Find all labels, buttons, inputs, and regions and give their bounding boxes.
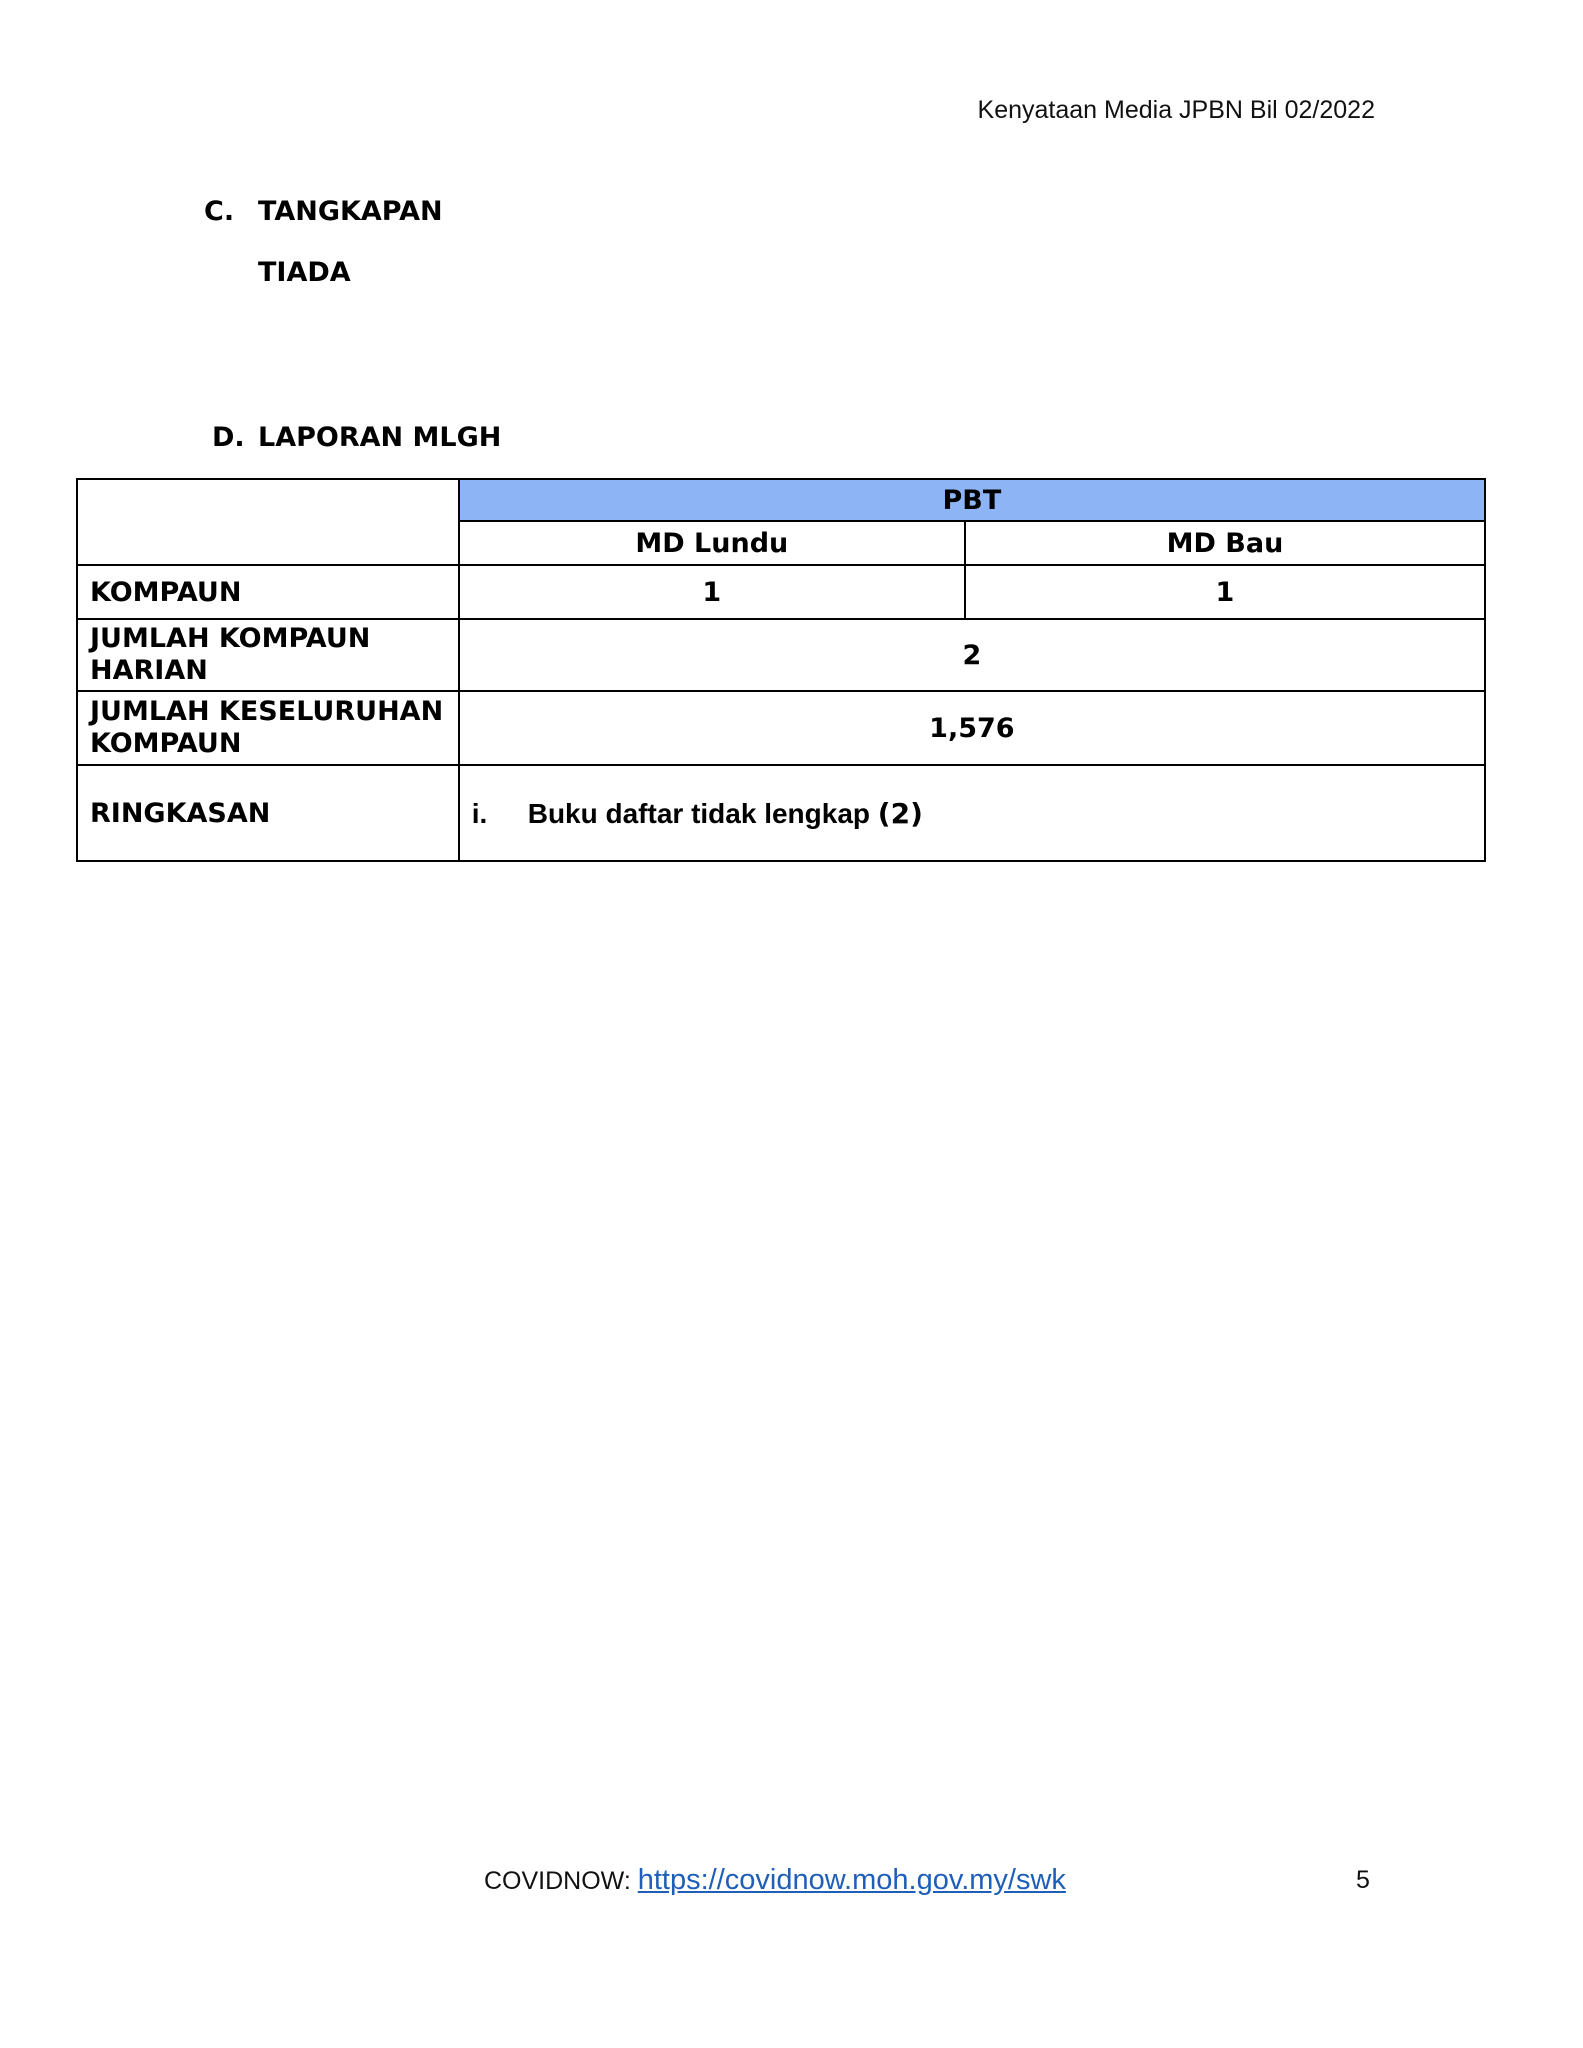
mlgh-report-table	[76, 478, 1486, 862]
section-c-letter: C.	[204, 196, 235, 227]
row-label-jumlah-keseluruhan	[77, 691, 459, 765]
row-label-jumlah-harian-line1: JUMLAH KOMPAUN	[90, 623, 371, 654]
kompaun-md-bau-value: 1	[965, 565, 1485, 619]
ringkasan-item-number: i.	[471, 797, 488, 829]
kompaun-md-lundu-value: 1	[459, 565, 965, 619]
ringkasan-item-count: (2)	[877, 796, 923, 830]
ringkasan-item-text: Buku daftar tidak lengkap	[527, 797, 871, 829]
table-corner-cell	[77, 479, 459, 565]
jumlah-harian-value: 2	[459, 619, 1485, 691]
pbt-group-header: PBT	[459, 479, 1485, 521]
table-row-ringkasan	[77, 765, 1485, 861]
row-label-jumlah-harian	[77, 619, 459, 691]
page-number: 5	[1356, 1866, 1370, 1894]
row-label-ringkasan: RINGKASAN	[77, 765, 459, 861]
row-label-jumlah-keseluruhan-line2: KOMPAUN	[90, 728, 242, 759]
section-d-heading	[212, 422, 501, 453]
row-label-kompaun: KOMPAUN	[77, 565, 459, 619]
row-label-jumlah-keseluruhan-line1: JUMLAH KESELURUHAN	[90, 696, 444, 727]
section-c-title: TANGKAPAN	[258, 196, 443, 227]
section-d-letter: D.	[212, 422, 245, 453]
ringkasan-list-item	[459, 765, 1485, 861]
column-header-md-lundu: MD Lundu	[459, 521, 965, 565]
section-c-content: TIADA	[258, 257, 351, 288]
row-label-jumlah-harian-line2: HARIAN	[90, 655, 208, 686]
table-row-jumlah-keseluruhan	[77, 691, 1485, 765]
section-d-title: LAPORAN MLGH	[258, 422, 502, 453]
footer	[484, 1864, 1066, 1897]
header-reference: Kenyataan Media JPBN Bil 02/2022	[977, 96, 1375, 124]
column-header-md-bau: MD Bau	[965, 521, 1485, 565]
table-row-kompaun	[77, 565, 1485, 619]
footer-label: COVIDNOW:	[484, 1867, 631, 1895]
table-row-jumlah-harian	[77, 619, 1485, 691]
jumlah-keseluruhan-value: 1,576	[459, 691, 1485, 765]
covidnow-link[interactable]: https://covidnow.moh.gov.my/swk	[637, 1864, 1066, 1896]
section-c-heading	[204, 196, 443, 227]
